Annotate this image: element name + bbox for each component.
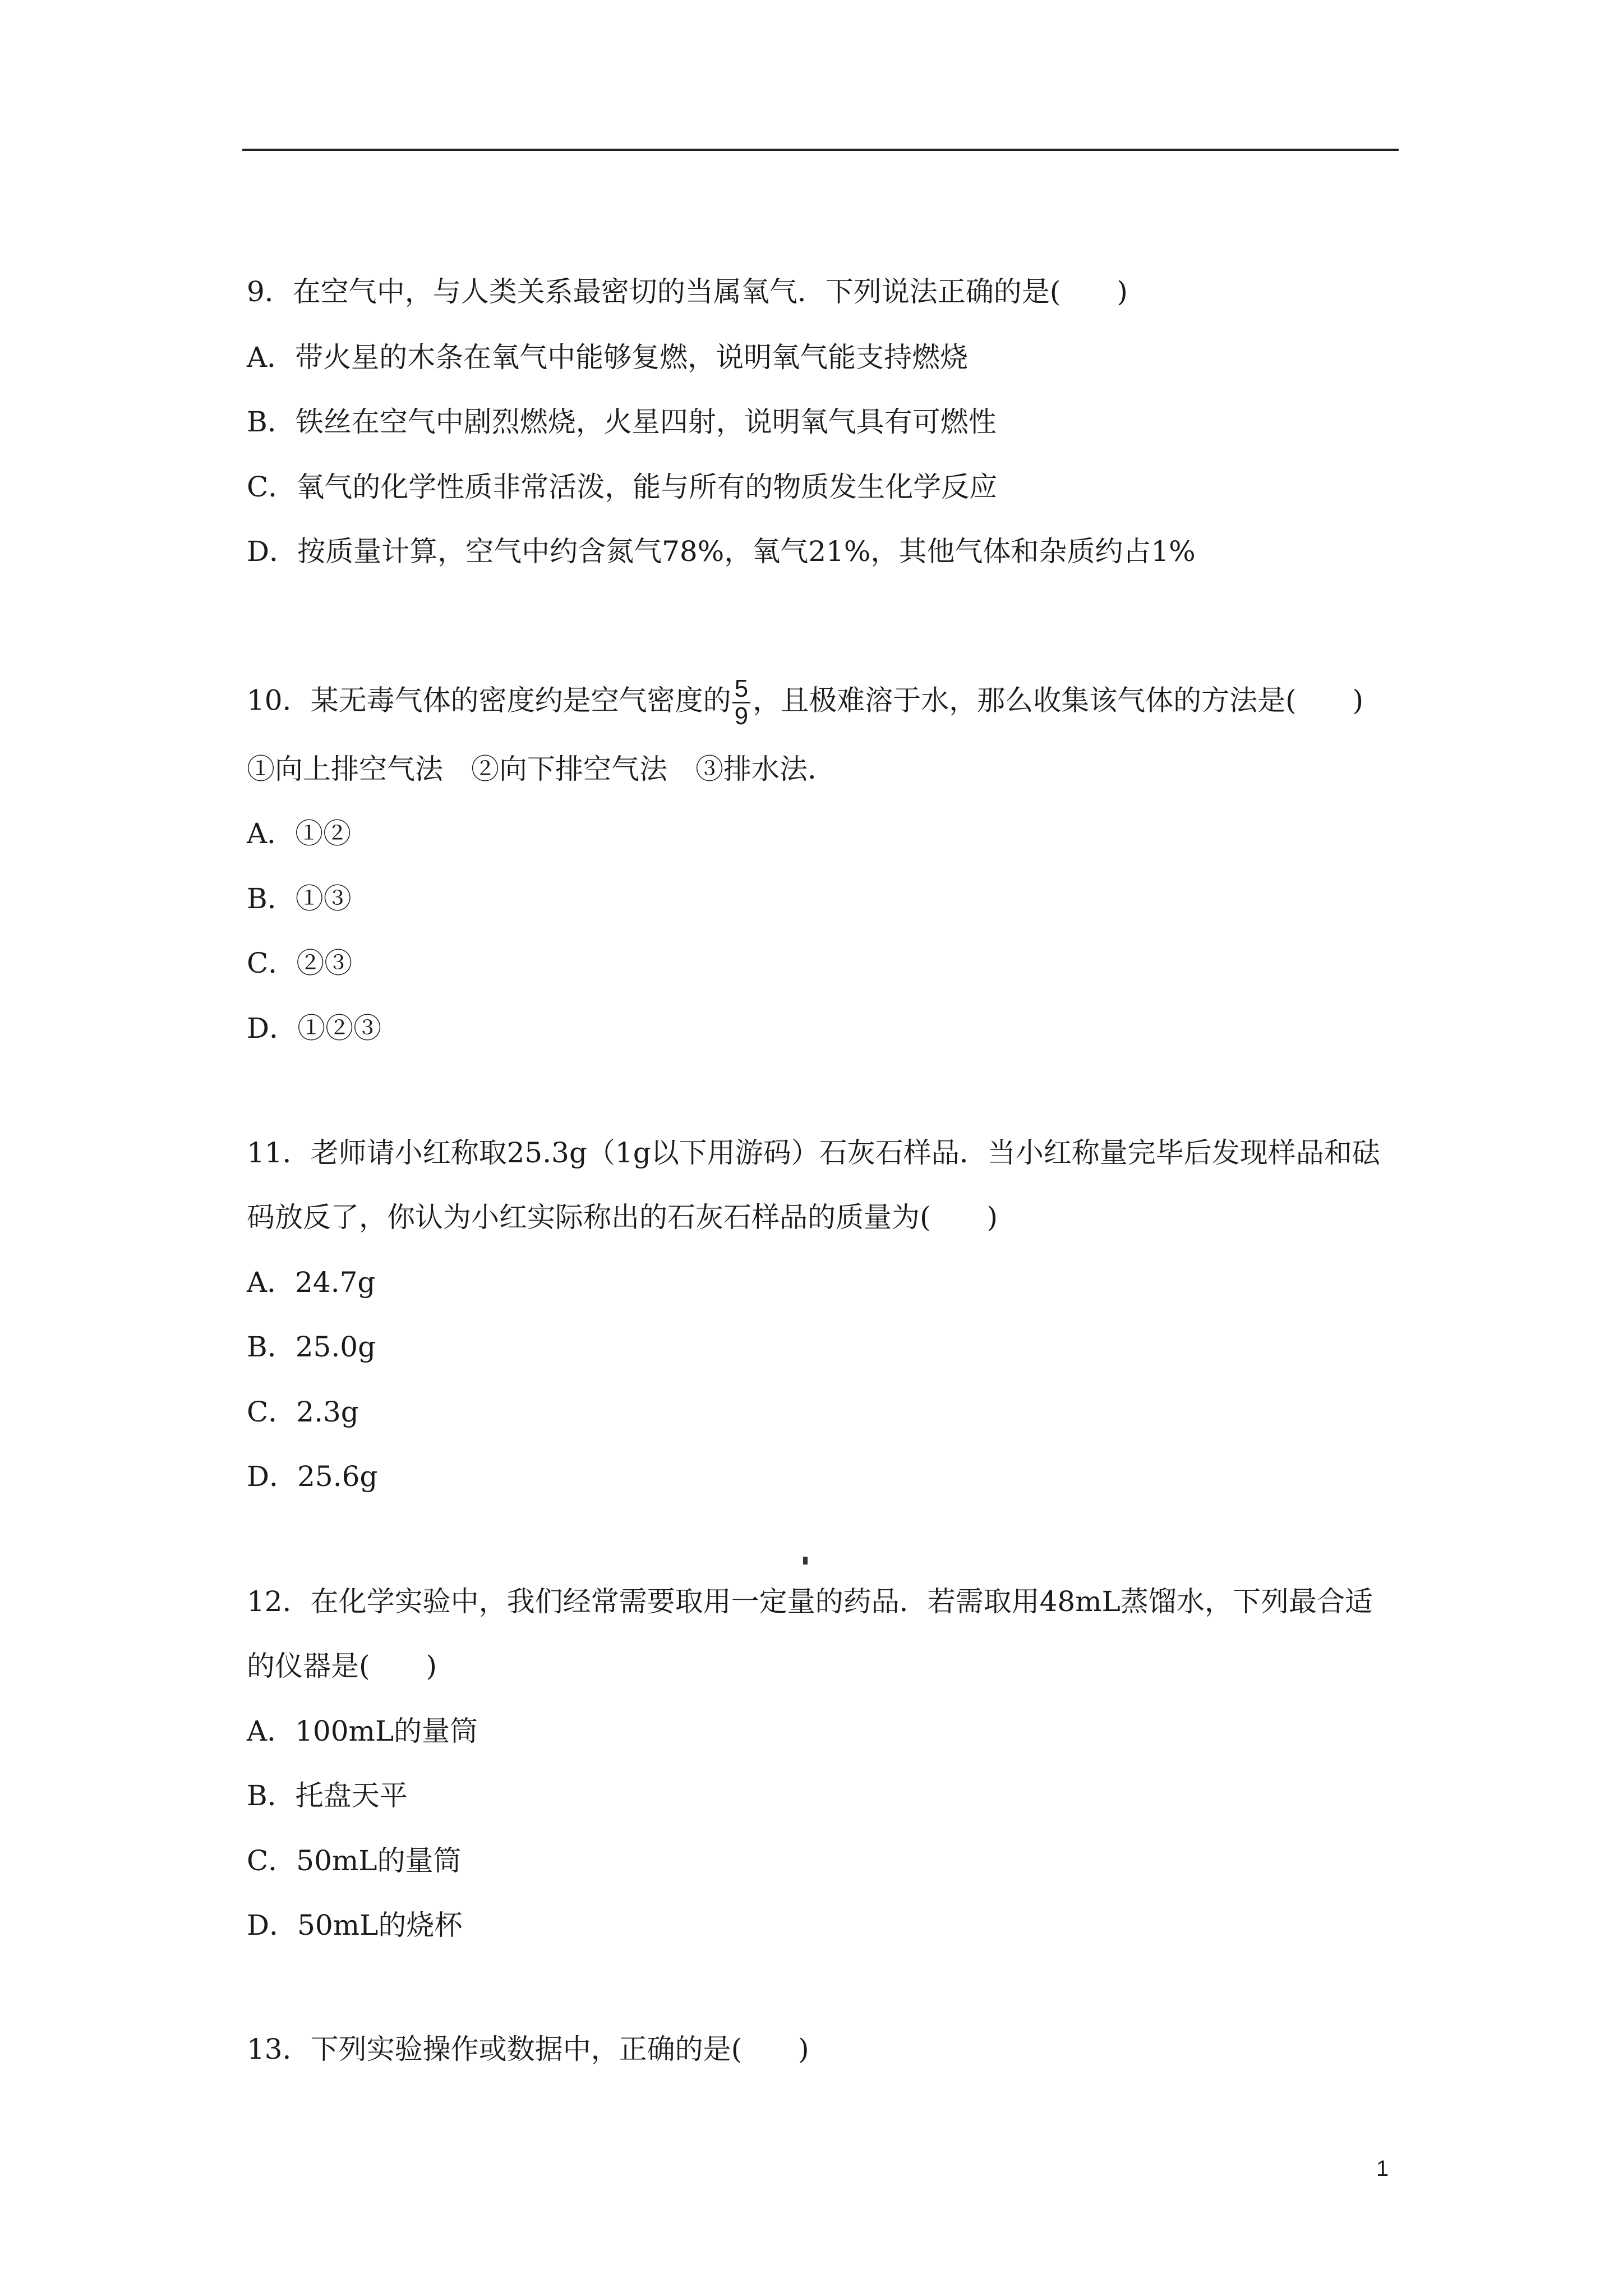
question-10-option-d: D．①②③ xyxy=(247,1012,382,1045)
question-9-option-a: A．带火星的木条在氧气中能够复燃，说明氧气能支持燃烧 xyxy=(247,341,969,374)
question-12-option-a: A．100mL的量筒 xyxy=(247,1715,478,1747)
question-12-option-d: D．50mL的烧杯 xyxy=(247,1909,463,1941)
stray-mark xyxy=(803,1557,808,1565)
question-10-option-b: B．①③ xyxy=(247,882,352,915)
question-10-stem-before: 10．某无毒气体的密度约是空气密度的 xyxy=(247,684,731,717)
question-12-stem-line1: 12．在化学实验中，我们经常需要取用一定量的药品．若需取用48mL蒸馏水，下列最合适 xyxy=(247,1585,1373,1618)
question-13-stem: 13．下列实验操作或数据中，正确的是( ) xyxy=(247,2033,809,2065)
question-11-option-a: A．24.7g xyxy=(247,1266,376,1299)
page-number: 1 xyxy=(1376,2156,1389,2181)
question-12-option-b: B．托盘天平 xyxy=(247,1779,408,1812)
question-11-stem-line1: 11．老师请小红称取25.3g（1g以下用游码）石灰石样品．当小红称量完毕后发现样品和砝 xyxy=(247,1137,1380,1169)
question-11-option-d: D．25.6g xyxy=(247,1460,378,1493)
header-rule xyxy=(242,149,1399,151)
question-9-option-b: B．铁丝在空气中剧烈燃烧，火星四射，说明氧气具有可燃性 xyxy=(247,406,997,438)
question-9-option-d: D．按质量计算，空气中约含氮气78%，氧气21%，其他气体和杂质约占1% xyxy=(247,535,1196,568)
fraction-numerator: 5 xyxy=(732,676,750,703)
question-9-option-c: C．氧气的化学性质非常活泼，能与所有的物质发生化学反应 xyxy=(247,471,998,503)
question-10-stem xyxy=(247,676,1363,729)
question-9-stem: 9．在空气中，与人类关系最密切的当属氧气．下列说法正确的是( ) xyxy=(247,275,1128,308)
question-11-option-b: B．25.0g xyxy=(247,1331,376,1363)
question-11-stem-line2: 码放反了，你认为小红实际称出的石灰石样品的质量为( ) xyxy=(247,1201,998,1234)
question-10-stem-after: ，且极难溶于水，那么收集该气体的方法是( ) xyxy=(753,684,1364,717)
question-10-option-c: C．②③ xyxy=(247,947,353,979)
fraction-denominator: 9 xyxy=(734,702,749,730)
fraction xyxy=(732,676,750,729)
question-12-stem-line2: 的仪器是( ) xyxy=(247,1650,437,1682)
question-12-option-c: C．50mL的量筒 xyxy=(247,1844,462,1877)
question-10-option-a: A．①② xyxy=(247,817,352,850)
question-10-methods: ①向上排空气法 ②向下排空气法 ③排水法． xyxy=(247,753,836,785)
question-11-option-c: C．2.3g xyxy=(247,1396,359,1428)
